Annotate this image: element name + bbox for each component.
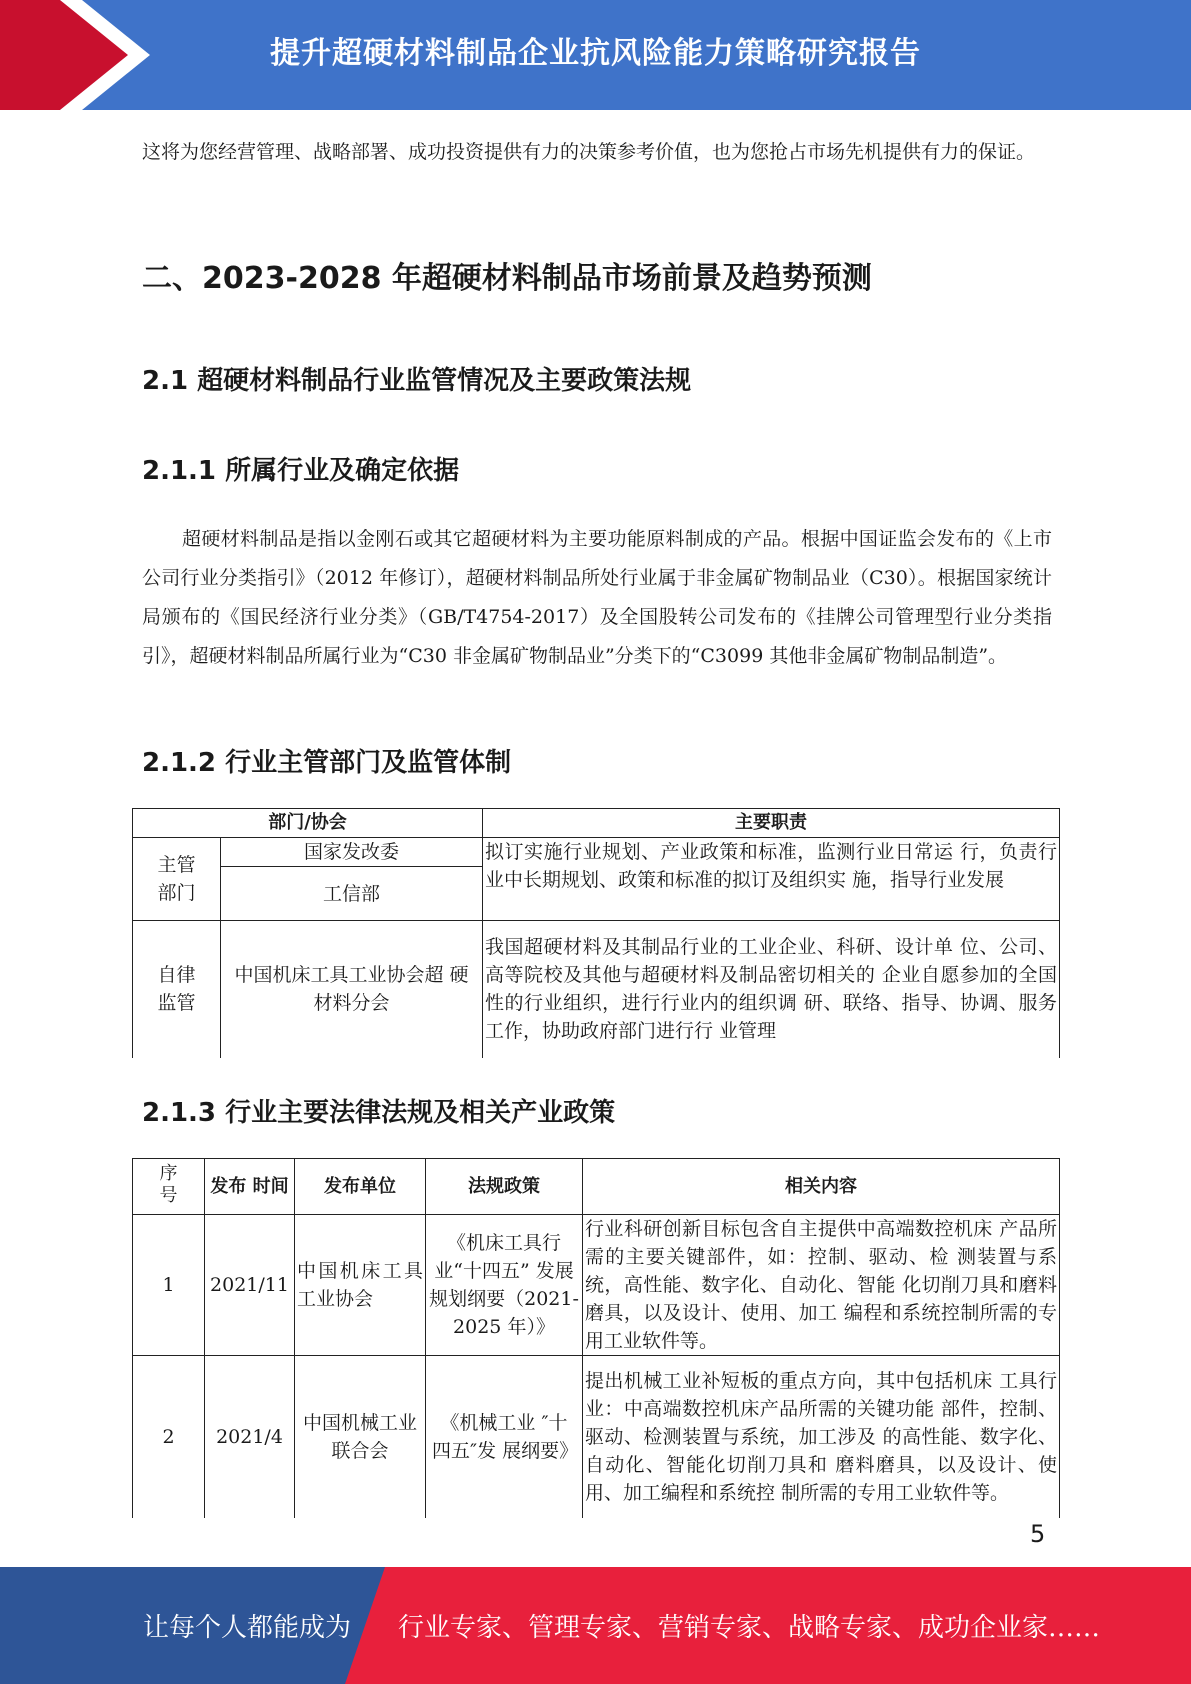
- table1-group2-label: 自律监管: [133, 921, 221, 1058]
- table-row: [133, 1215, 1060, 1356]
- table1-group1-label: 主管部门: [133, 838, 221, 921]
- footer-slogan-left: 让每个人都能成为: [143, 1613, 352, 1643]
- table1-unit-ndrc: 国家发改委: [221, 838, 483, 867]
- table2-row2-date: 2021/4: [205, 1356, 295, 1518]
- section-2-1-3-heading: 2.1.3 行业主要法律法规及相关产业政策: [142, 1098, 616, 1128]
- table2-header-issuer: 发布单位: [295, 1159, 426, 1215]
- section-2-1-heading: 2.1 超硬材料制品行业监管情况及主要政策法规: [142, 366, 692, 396]
- table1-unit-miit: 工信部: [221, 867, 483, 921]
- table2-row2-issuer: 中国机械工业联合会: [295, 1356, 426, 1518]
- page-footer: [0, 1567, 1191, 1684]
- table2-row2-no: 2: [133, 1356, 205, 1518]
- policies-table: [132, 1158, 1060, 1518]
- table2-row2-policy: 《机械工业 ″十四五″发 展纲要》: [426, 1356, 583, 1518]
- report-title: 提升超硬材料制品企业抗风险能力策略研究报告: [270, 36, 921, 71]
- regulatory-authorities-table: [132, 808, 1060, 1058]
- section-2-heading: 二、2023-2028 年超硬材料制品市场前景及趋势预测: [142, 261, 872, 296]
- table2-row1-date: 2021/11: [205, 1215, 295, 1356]
- table2-header-policy: 法规政策: [426, 1159, 583, 1215]
- page-number: 5: [1030, 1520, 1046, 1548]
- footer-slogan-right: 行业专家、管理专家、营销专家、战略专家、成功企业家……: [398, 1613, 1101, 1643]
- table2-header-content: 相关内容: [583, 1159, 1060, 1215]
- section-2-1-2-heading: 2.1.2 行业主管部门及监管体制: [142, 748, 512, 778]
- table-row: [133, 1356, 1060, 1518]
- industry-classification-paragraph: 超硬材料制品是指以金刚石或其它超硬材料为主要功能原料制成的产品。根据中国证监会发布的《上市公司行业分类指引》（2012 年修订），超硬材料制品所处行业属于非金属矿物制品业（C30）。根据国家统计局颁布的《国民经济行业分类》（GB/T4754-2017）及全国股转公司发布的《挂牌公司管理型行业分类指引》，超硬材料制品所属行业为“C30 非金属矿物制品业”分类下的“C3099 其他非金属矿物制品制造”。: [142, 528, 1052, 667]
- table2-header-no: 序号: [133, 1159, 205, 1215]
- intro-paragraph: 这将为您经营管理、战略部署、成功投资提供有力的决策参考价值，也为您抢占市场先机提供有力的保证。: [142, 141, 1036, 163]
- table2-row1-no: 1: [133, 1215, 205, 1356]
- table1-group1-duty: 拟订实施行业规划、产业政策和标准，监测行业日常运 行，负责行业中长期规划、政策和标准的拟订及组织实 施，指导行业发展: [483, 838, 1060, 921]
- table2-header-date: 发布 时间: [205, 1159, 295, 1215]
- table1-header-department: 部门/协会: [133, 809, 483, 838]
- table1-header-duties: 主要职责: [483, 809, 1060, 838]
- section-2-1-1-heading: 2.1.1 所属行业及确定依据: [142, 456, 460, 486]
- table1-group2-duty: 我国超硬材料及其制品行业的工业企业、科研、设计单 位、公司、高等院校及其他与超硬材料及制品密切相关的 企业自愿参加的全国性的行业组织，进行行业内的组织调 研、联络、指导、协调、服务工作，协助政府部门进行行 业管理: [483, 921, 1060, 1058]
- table2-row1-content: 行业科研创新目标包含自主提供中高端数控机床 产品所需的主要关键部件，如：控制、驱动、检 测装置与系统，高性能、数字化、自动化、智能 化切削刀具和磨料磨具，以及设计、使用、加工 编程和系统控制所需的专用工业软件等。: [583, 1215, 1060, 1356]
- table2-row1-policy: 《机床工具行 业“十四五” 发展规划纲要（2021-2025 年）》: [426, 1215, 583, 1356]
- page-header: [0, 0, 1191, 110]
- table2-row1-issuer: 中国机床工具工业协会: [295, 1215, 426, 1356]
- table2-row2-content: 提出机械工业补短板的重点方向，其中包括机床 工具行业：中高端数控机床产品所需的关键功能 部件，控制、驱动、检测装置与系统，加工涉及 的高性能、数字化、自动化、智能化切削刀具和 磨料磨具，以及设计、使用、加工编程和系统控 制所需的专用工业软件等。: [583, 1356, 1060, 1518]
- table1-unit-association: 中国机床工具工业协会超 硬材料分会: [221, 921, 483, 1058]
